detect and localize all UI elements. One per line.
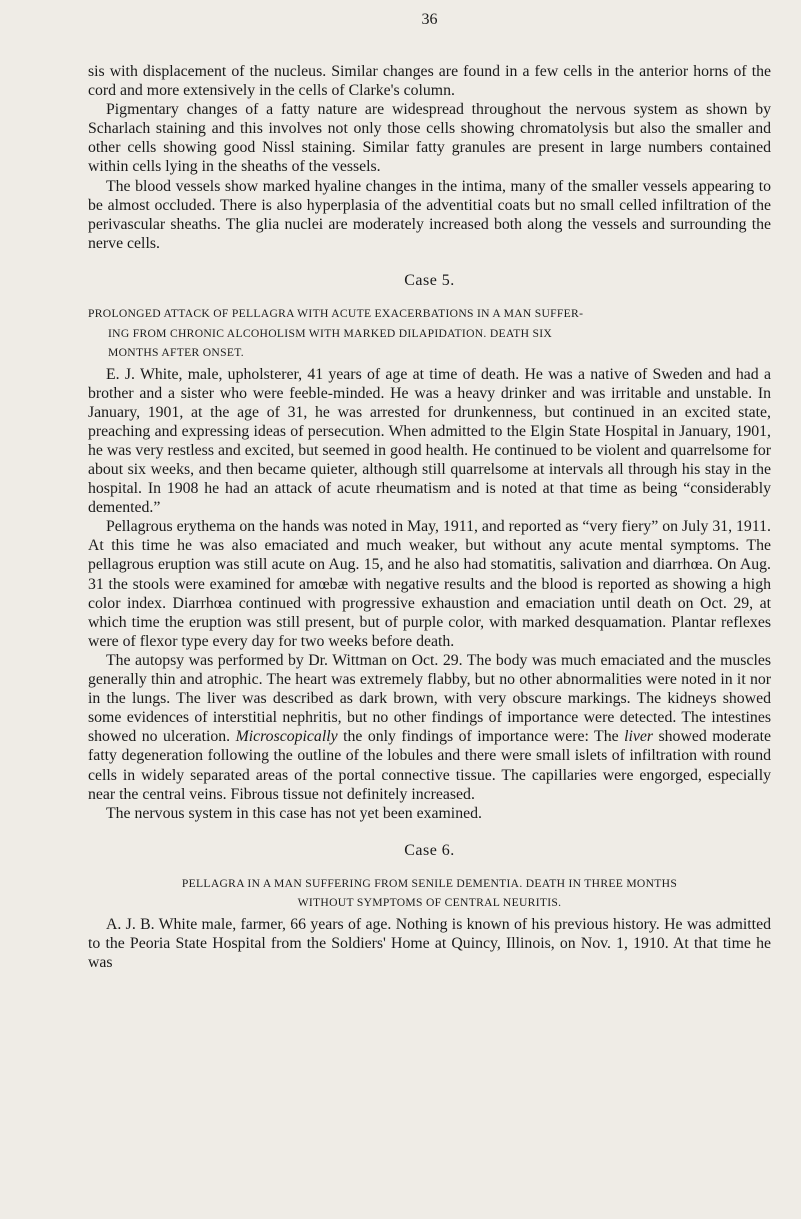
case-5-closing: The nervous system in this case has not yet been examined. <box>106 804 482 822</box>
case-5-micro-liver: liver <box>624 728 654 746</box>
case-5-heading: Case 5. <box>404 271 455 289</box>
case-6-heading: Case 6. <box>404 841 455 859</box>
case-5-autopsy-text: The autopsy was performed by Dr. Wittman on Oct. 29. The body was much emaciated and the muscles generally thin and atrophic. The heart was extremely flabby, but no other abnormalities were noted in it nor in the lungs. The liver was described as dark brown, with very obscure markings. The kidneys showed some evidences of interstitial nephritis, but no other findings of importance were detected. The intestines showed no ulceration. <box>88 651 771 746</box>
case-5-erythema: Pellagrous erythema on the hands was noted in May, 1911, and reported as “very fiery” on July 31, 1911. At this time he was also emaciated and much weaker, but without any acute mental symptoms. The pellagrous eruption was still acute on Aug. 15, and he also had stomatitis, salivation and diarrhœa. On Aug. 31 the stools were examined for amœbæ with negative results and the blood is reported as showing a high color index. Diarrhœa continued with progressive exhaustion and emaciation until death on Oct. 29, at which time the eruption was still present, but of purple color, with marked desquamation. Plantar reflexes were of flexor type every day for two weeks before death. <box>88 518 771 650</box>
paragraph-pigmentary: Pigmentary changes of a fatty nature are widespread throughout the nervous system as shown by Scharlach staining and this involves not only those cells showing chromatolysis but also the smaller and other cells showing good Nissl staining. Similar fatty granules are present in large numbers contained within cells lying in the sheaths of the vessels. <box>88 101 771 176</box>
case-5-micro-text-b: showed moderate fatty degeneration following the outline of the lobules and there were small islets of infiltration with round cells in widely separated areas of the portal connective tissue. The capillaries were engorged, especially near the central veins. Fibrous tissue not definitely increased. <box>88 728 771 803</box>
paragraph-blood-vessels: The blood vessels show marked hyaline changes in the intima, many of the smaller vessels appearing to be almost occluded. There is also hyperplasia of the adventitial coats but no small celled infiltration of the perivascular sheaths. The glia nuclei are moderately increased both along the vessels and surrounding the nerve cells. <box>88 177 771 252</box>
case-6-subtitle <box>88 874 771 913</box>
case-5-autopsy <box>88 651 771 804</box>
case-6-subtitle-line-1: PELLAGRA IN A MAN SUFFERING FROM SENILE DEMENTIA. DEATH IN THREE MONTHS <box>181 876 678 890</box>
case-5-history: E. J. White, male, upholsterer, 41 years of age at time of death. He was a native of Sweden and had a brother and a sister who were feeble-minded. He was a heavy drinker and was irritable and unstable. In January, 1901, at the age of 31, he was arrested for drunkenness, but continued in an excited state, preaching and expressing ideas of persecution. When admitted to the Elgin State Hospital in January, 1901, he was very restless and excited, but seemed in good health. He continued to be violent and quarrelsome for about six weeks, and then became quieter, although still quarrelsome at intervals all through his stay in the hospital. In 1908 he had an attack of acute rheumatism and is noted at that time as being “considerably demented.” <box>88 365 771 517</box>
case-5-subtitle <box>88 304 771 363</box>
page-number: 36 <box>421 11 438 28</box>
case-5-subtitle-line-3: MONTHS AFTER ONSET. <box>108 346 244 360</box>
paragraph-continuation: sis with displacement of the nucleus. Similar changes are found in a few cells in the anterior horns of the cord and more extensively in the cells of Clarke's column. <box>88 63 771 100</box>
case-6-subtitle-line-2: WITHOUT SYMPTOMS OF CENTRAL NEURITIS. <box>297 896 562 910</box>
case-5-subtitle-line-2: ING FROM CHRONIC ALCOHOLISM WITH MARKED DILAPIDATION. DEATH SIX <box>108 326 553 340</box>
case-5-micro-text-a: the only findings of importance were: The <box>337 728 625 746</box>
case-6-history: A. J. B. White male, farmer, 66 years of age. Nothing is known of his previous history. He was admitted to the Peoria State Hospital from the Soldiers' Home at Quincy, Illinois, on Nov. 1, 1910. At that time he was <box>88 915 771 972</box>
case-5-micro-lead: Microscopically <box>235 728 338 746</box>
case-5-subtitle-line-1: PROLONGED ATTACK OF PELLAGRA WITH ACUTE EXACERBATIONS IN A MAN SUFFER- <box>88 307 584 321</box>
